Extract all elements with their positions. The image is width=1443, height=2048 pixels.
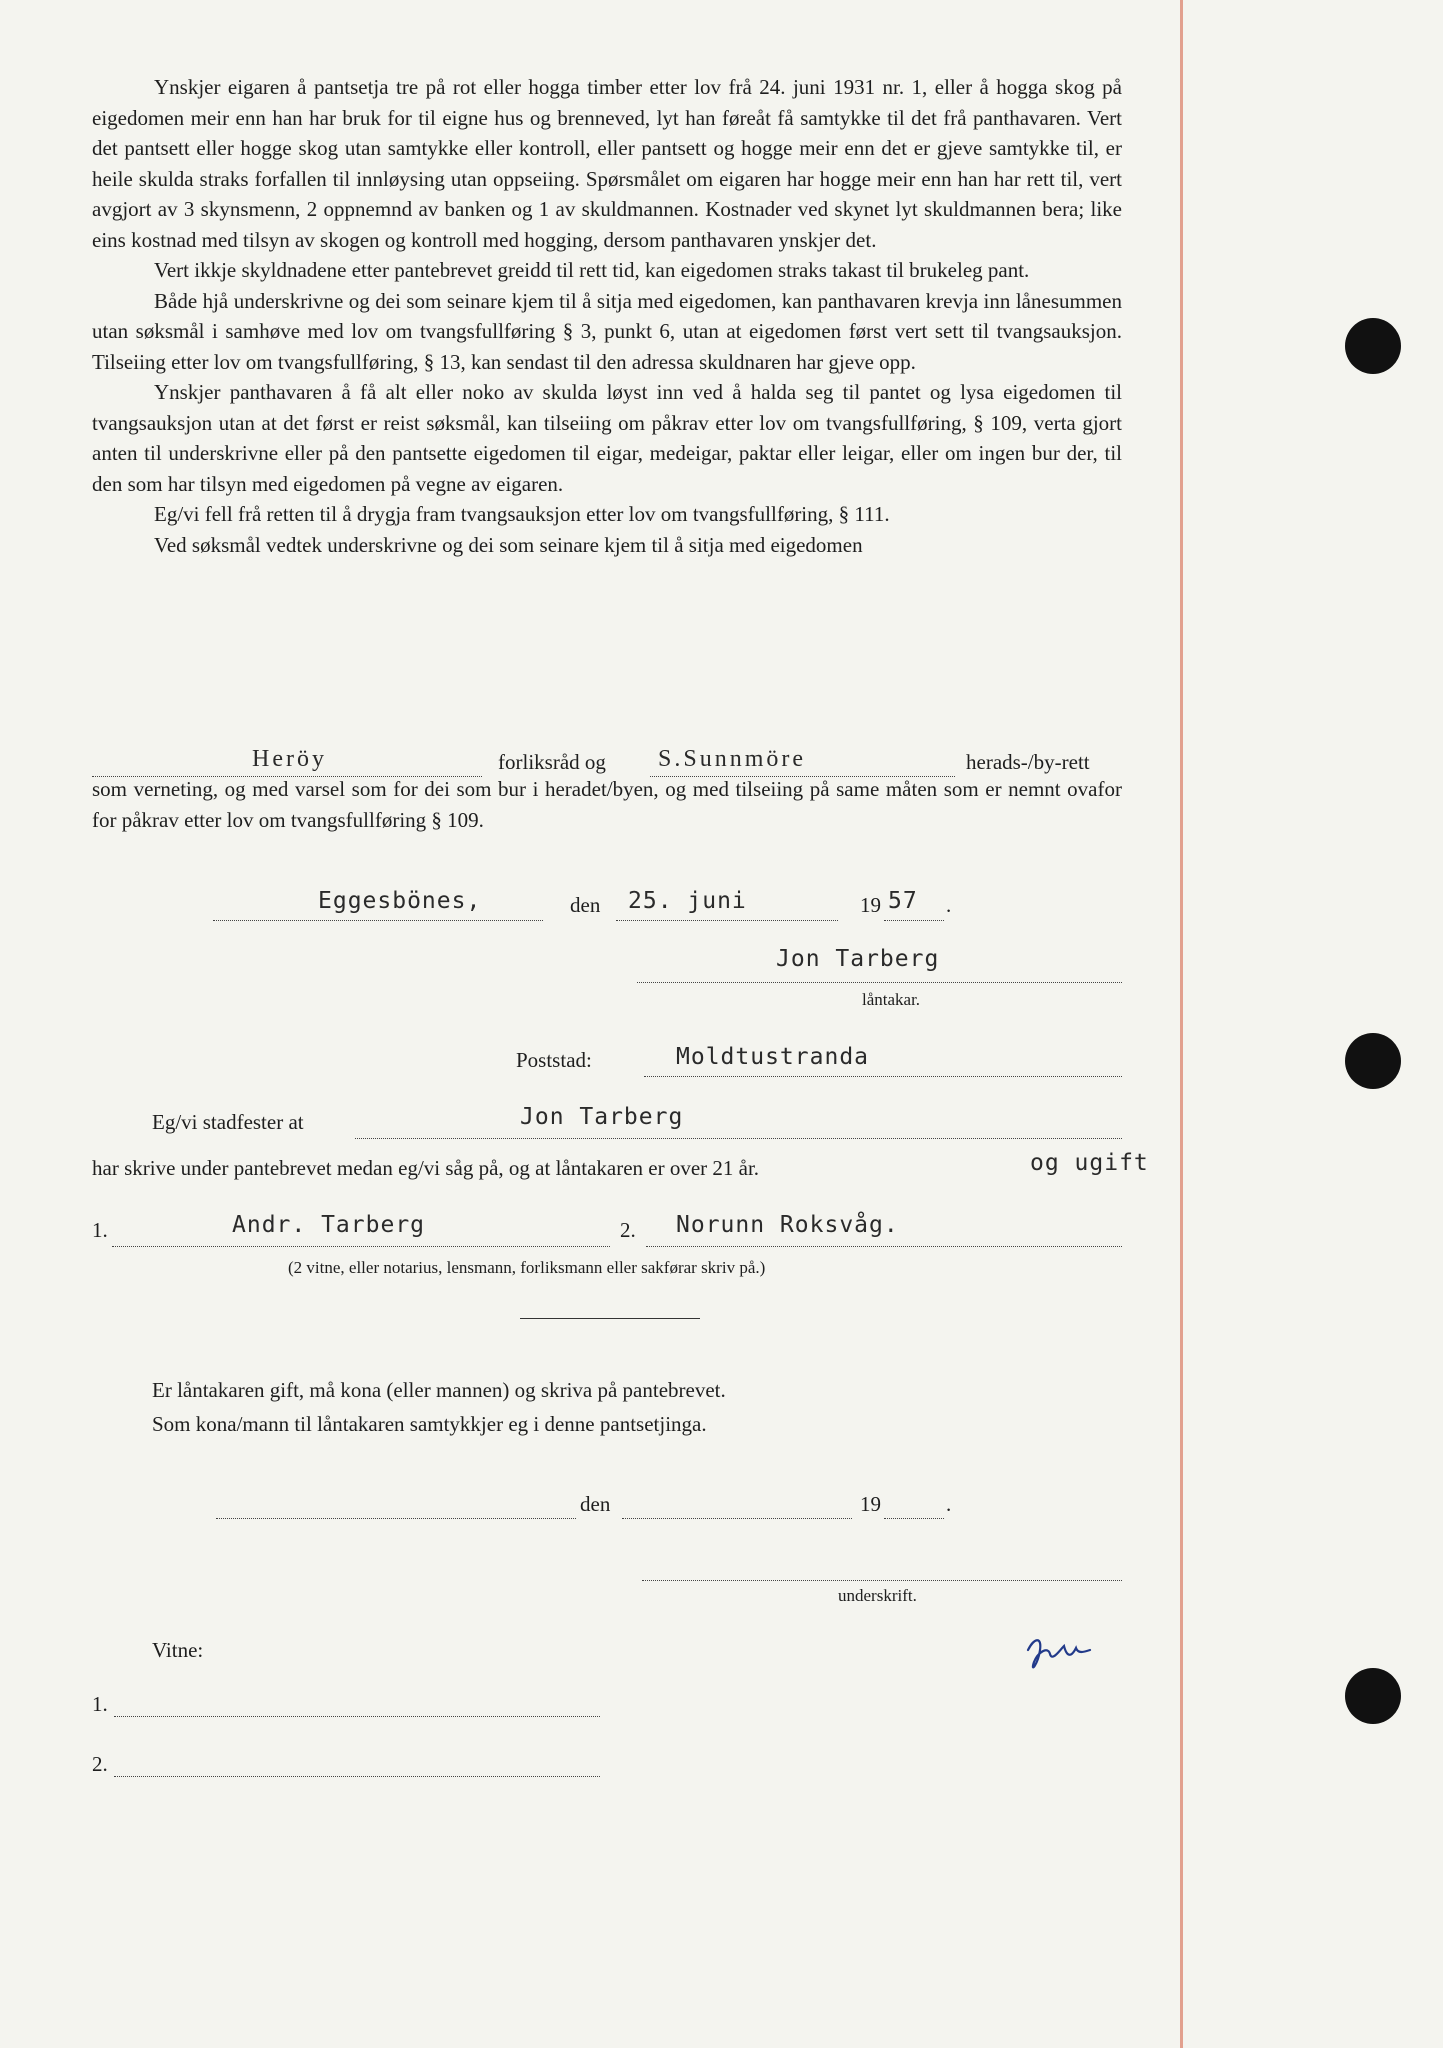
paragraph-venue-intro: Ved søksmål vedtek underskrivne og dei som seinare kjem til å sitja med eigedomen <box>154 532 863 557</box>
borrower-name: Jon Tarberg <box>776 946 940 972</box>
margin-line <box>1180 0 1183 2048</box>
spouse-year-field <box>884 1490 944 1519</box>
spouse-line-1: Er låntakaren gift, må kona (eller mannen) og skriva på pantebrevet. <box>152 1378 726 1402</box>
vitne-2-field <box>114 1748 600 1777</box>
poststad-label: Poststad: <box>516 1048 592 1072</box>
venue-continuation: som verneting, og med varsel som for dei som bur i heradet/byen, og med tilseiing på same måten som er nemnt ovafor for påkrav etter lov om tvangsfullføring § 109. <box>92 777 1122 832</box>
borrower-signature-field <box>637 954 1122 983</box>
paragraph-waiver: Eg/vi fell frå retten til å drygja fram tvangsauksjon etter lov om tvangsfullføring, § 111. <box>154 502 890 526</box>
spouse-line-2: Som kona/mann til låntakaren samtykkjer eg i denne pantsetjinga. <box>152 1412 707 1436</box>
witness-2-name: Norunn Roksvåg. <box>676 1212 899 1238</box>
witness-1-name: Andr. Tarberg <box>232 1212 426 1238</box>
witness-1-number: 1. <box>92 1218 108 1242</box>
signing-year: 57 <box>888 888 918 914</box>
spouse-date-period: . <box>946 1492 952 1516</box>
confirm-name: Jon Tarberg <box>520 1104 684 1130</box>
spouse-date-field <box>622 1490 852 1519</box>
vitne-1-number: 1. <box>92 1692 108 1716</box>
punch-hole-icon <box>1345 1668 1401 1724</box>
spouse-place-field <box>216 1490 576 1519</box>
borrower-label: låntakar. <box>862 990 921 1009</box>
paragraph-default: Vert ikkje skyldnadene etter pantebrevet greidd til rett tid, kan eigedomen straks takast til brukeleg pant. <box>154 258 1030 282</box>
forliksraad-value: Heröy <box>252 746 327 772</box>
vitne-1-field <box>114 1688 600 1717</box>
signature-label: underskrift. <box>838 1586 917 1605</box>
witness-2-number: 2. <box>620 1218 636 1242</box>
punch-hole-icon <box>1345 318 1401 374</box>
punch-hole-icon <box>1345 1033 1401 1089</box>
paragraph-collection: Både hjå underskrivne og dei som seinare kjem til å sitja med eigedomen, kan panthavaren krevja inn lånesummen utan søksmål i samhøve med lov om tvangsfullføring § 3, punkt 6, utan at eigedomen først vert sett til tvangsauksjon. Tilseiing etter lov om tvangsfullføring, § 13, kan sendast til den adressa skuldnaren har gjeve opp. <box>92 288 1122 374</box>
witness-statement: har skrive under pantebrevet medan eg/vi såg på, og at låntakaren er over 21 år. <box>92 1156 760 1180</box>
initials-signature-icon <box>1020 1620 1110 1680</box>
signing-place: Eggesbönes, <box>318 888 482 914</box>
section-divider <box>520 1318 700 1319</box>
confirm-label: Eg/vi stadfester at <box>152 1110 304 1134</box>
forliksraad-label: forliksråd og <box>498 750 606 774</box>
witness-note: (2 vitne, eller notarius, lensmann, forliksmann eller sakførar skriv på.) <box>288 1258 766 1277</box>
terms-text <box>92 72 1122 560</box>
spouse-den-label: den <box>580 1492 611 1516</box>
vitne-2-number: 2. <box>92 1752 108 1776</box>
den-label: den <box>570 893 601 917</box>
poststad-value: Moldtustranda <box>676 1044 870 1070</box>
rett-label: herads-/by-rett <box>966 750 1090 774</box>
signing-date: 25. juni <box>628 888 747 914</box>
paragraph-timber: Ynskjer eigaren å pantsetja tre på rot eller hogga timber etter lov frå 24. juni 1931 nr. 1, eller å hogga skog på eigedomen meir enn han har bruk for til eigne hus og brenneved, lyt han føreåt få samtykke til det frå panthavaren. Vert det pantsett eller hogge skog utan samtykke eller kontroll, eller pantsett og hogge meir enn det er gjeve samtykke til, er heile skulda straks forfallen til innløysing utan oppseiing. Spørsmålet om eigaren har hogge meir enn han har rett til, vert avgjort av 3 skynsmenn, 2 oppnemnd av banken og 1 av skuldmannen. Kostnader ved skynet lyt skuldmannen bera; like eins kostnad med tilsyn av skogen og kontroll med hogging, dersom panthavaren ynskjer det. <box>92 75 1122 252</box>
rett-value: S.Sunnmöre <box>658 746 807 772</box>
date-period: . <box>946 893 952 917</box>
paragraph-auction-notice: Ynskjer panthavaren å få alt eller noko av skulda løyst inn ved å halda seg til pantet og lysa eigedomen til tvangsauksjon utan at det først er reist søksmål, kan tilseiing om påkrav etter lov om tvangsfullføring, § 109, verta gjort anten til underskrivne eller på den pantsette eigedomen til eigar, medeigar, paktar eller leigar, eller om ingen bur der, til den som har tilsyn med eigedomen på vegne av eigaren. <box>92 380 1122 496</box>
year-prefix: 19 <box>860 893 881 917</box>
witness-addition: og ugift <box>1030 1150 1149 1176</box>
vitne-label: Vitne: <box>152 1638 204 1662</box>
spouse-signature-field <box>642 1552 1122 1581</box>
confirm-field <box>355 1110 1122 1139</box>
spouse-year-prefix: 19 <box>860 1492 881 1516</box>
